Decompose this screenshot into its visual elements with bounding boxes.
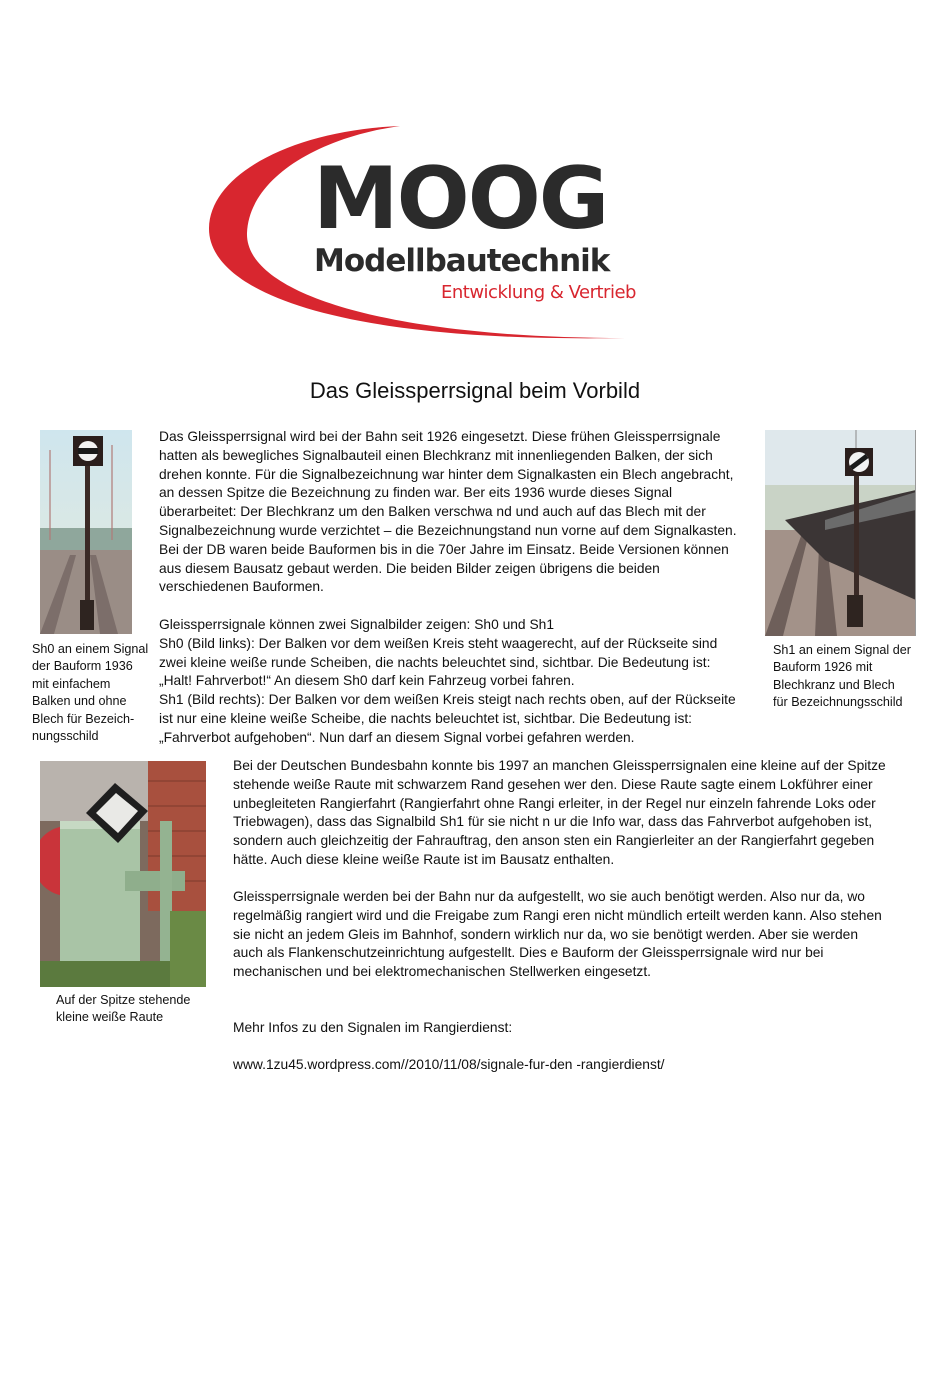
moog-logo [205,118,675,348]
logo-tagline: Entwicklung & Vertrieb [441,282,636,303]
photo-raute [40,761,206,987]
signal-images-paragraph: Gleissperrsignale können zwei Signalbilder zeigen: Sh0 und Sh1 Sh0 (Bild links): Der Balken vor dem weißen Kreis steht waagerecht, auf der Rückseite sind zwei kleine weiße runde Scheiben, die nachts beleuchtet sind, sichtbar. Die Bedeutung ist: „Halt! Fahrverbot!“ An diesem Sh0 darf kein Fahrzeug vorbei fahren. Sh1 (Bild rechts): Der Balken vor dem weißen Kreis steigt nach rechts oben, auf der Rückseite ist nur eine kleine weiße Scheibe, die nachts beleuchtet ist, sichtbar. Die Bedeutung ist: „Fahrverbot aufgehoben“. Nun darf an diesem Signal vorbei gefahren werden. [159,617,736,745]
page-title: Das Gleissperrsignal beim Vorbild [309,378,641,403]
intro-paragraph: Das Gleissperrsignal wird bei der Bahn seit 1926 eingesetzt. Diese frühen Gleissperrsignale hatten als bewegliches Signalbauteil einen Blechkranz mit innenliegenden Balken, der sich drehen konnte. Für die Signalbezeichnung war hinter dem Signalkasten ein Blech angebracht, an dessen Spitze die Bezeichnung zu finden war. Ber eits 1936 wurde dieses Signal überarbeitet: Der Blechkranz um den Balken verschwa nd und auch auf das Blech mit der Signalbezeichnung wurde verzichtet – die Bezeichnungstand nun vorne auf dem Signalkasten. Bei der DB waren beide Bauformen bis in die 70er Jahre im Einsatz. Beide Versionen können aus diesem Bausatz gebaut werden. Die beiden Bilder zeigen übrigens die beiden verschiedenen Bauformen. [159,429,737,595]
usage-paragraph: Gleissperrsignale werden bei der Bahn nur da aufgestellt, wo sie auch benötigt werden. Also nur da, wo regelmäßig rangiert wird und die Freigabe zum Rangi eren nicht mündlich erteilt werden kann. Also stehen sie nicht an jedem Gleis im Bahnhof, sondern wirklich nur da, wo sie benötigt werden. Aber sie werden auch als Flankenschutzeinrichtung aufgestellt. Dies e Bauform der Gleissperrsignale wird nur bei mechanischen und bei elektromechanischen Stellwerken eingesetzt. [233,889,882,980]
caption-left: Sh0 an einem Signal der Bauform 1936 mit einfachem Balken und ohne Blech für Bezeich- nungsschild [32,642,149,744]
caption-right: Sh1 an einem Signal der Bauform 1926 mit Blechkranz und Blech für Bezeichnungsschild [773,643,911,710]
logo-subtitle: Modellbautechnik [314,243,610,279]
raute-paragraph: Bei der Deutschen Bundesbahn konnte bis 1997 an manchen Gleissperrsignalen eine kleine auf der Spitze stehende weiße Raute mit schwarzem Rand gesehen wer den. Diese Raute sagte einem Lokführer einer unbegleiteten Rangierfahrt (Rangierfahrt ohne Rangi erleiter, in der Regel nur einzeln fahrende Loks oder Triebwagen), dass das Signalbild Sh1 für sie nicht n ur die Info war, dass das Fahrverbot aufgehoben ist, sondern auch gleichzeitig der Fahrauftrag, den anson sten ein Rangierleiter an der Rangierfahrt gegeben hätte. Auch diese kleine weiße Raute ist im Bausatz enthalten. [233,758,886,867]
more-info [233,1000,923,1094]
more-info-label: Mehr Infos zu den Signalen im Rangierdienst: [233,1019,513,1035]
photo-sh1-signal [765,430,916,636]
logo-brand: MOOG [313,149,608,249]
photo-sh0-signal [40,430,132,634]
more-info-link[interactable]: www.1zu45.wordpress.com//2010/11/08/signale-fur-den -rangierdienst/ [233,1057,665,1073]
caption-bottom: Auf der Spitze stehende kleine weiße Raute [56,993,191,1025]
